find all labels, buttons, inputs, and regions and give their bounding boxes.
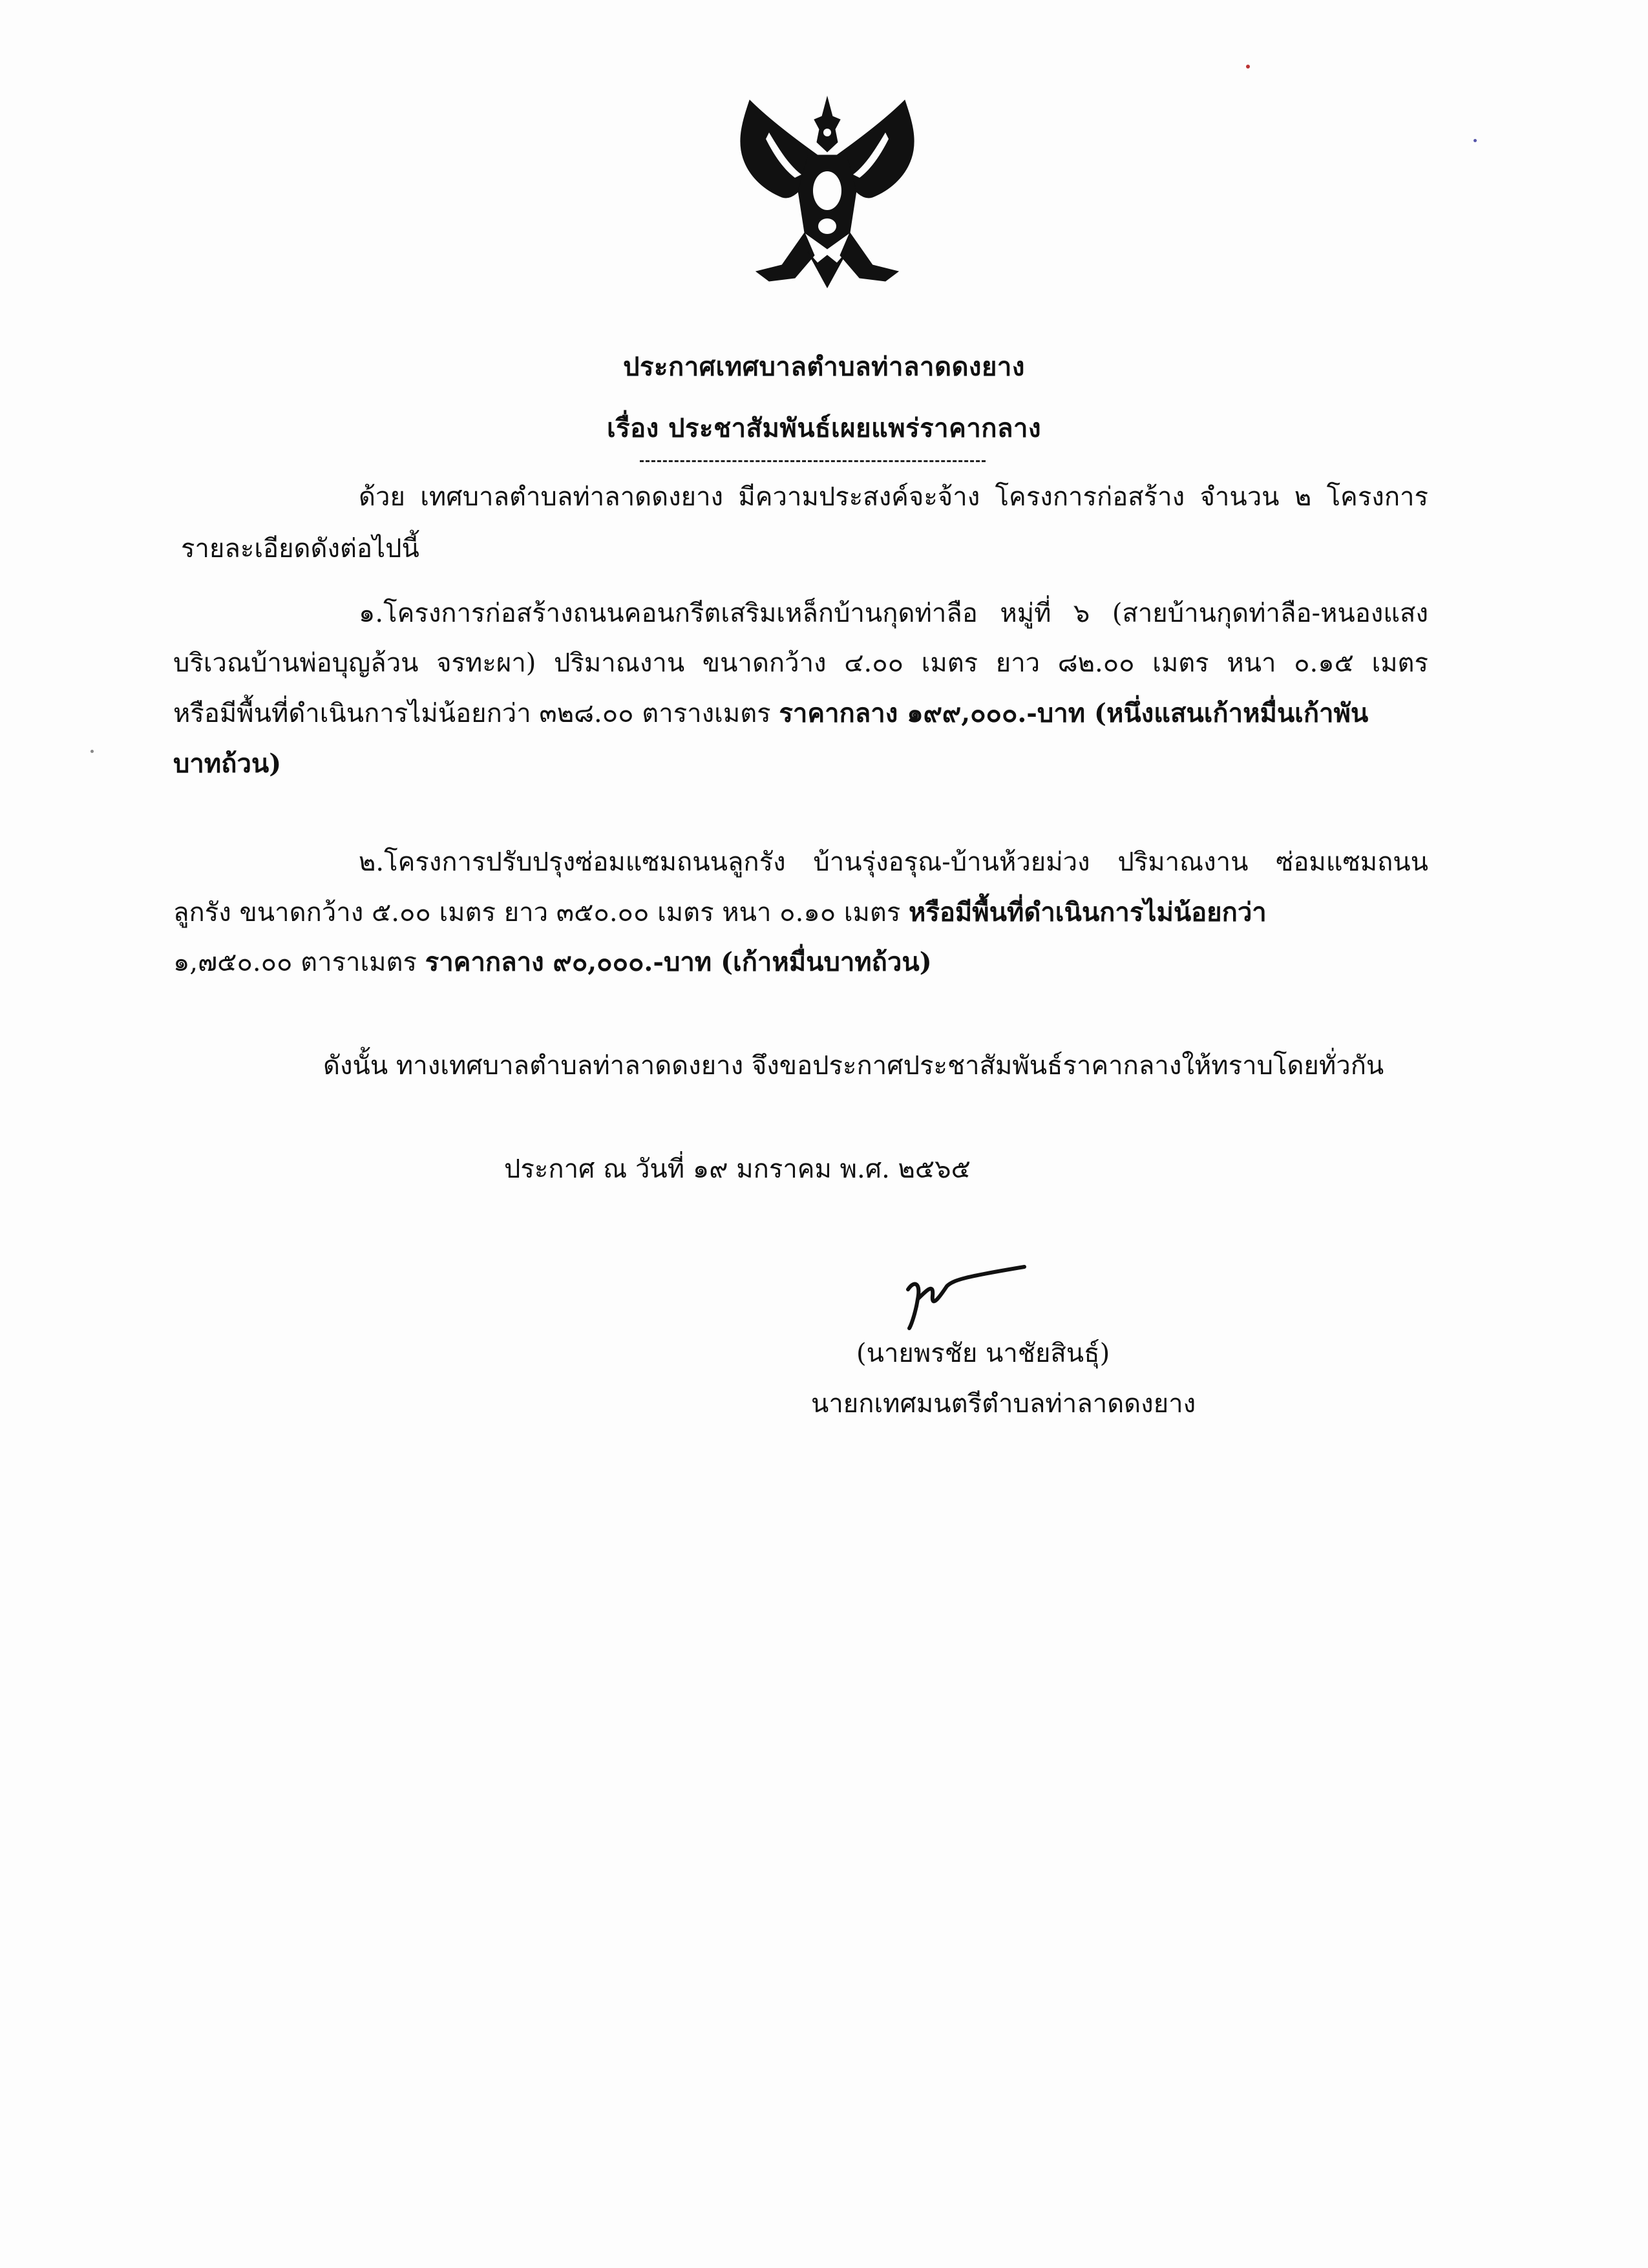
announcement-subject: เรื่อง ประชาสัมพันธ์เผยแพร่ราคากลาง: [606, 413, 1042, 443]
conclusion-line: ดังนั้น ทางเทศบาลตำบลท่าลาดดงยาง จึงขอประกาศประชาสัมพันธ์ราคากลางให้ทราบโดยทั่วกัน: [323, 1051, 1384, 1081]
item1-line-4: บาทถ้วน): [173, 748, 282, 779]
item1-median-price: ราคากลาง ๑๙๙,๐๐๐.-บาท (หนึ่งแสนเก้าหมื่นเก้าพัน: [779, 698, 1369, 728]
item2-line-3: [173, 947, 932, 978]
announcement-title: ประกาศเทศบาลตำบลท่าลาดดงยาง: [623, 352, 1025, 382]
handwritten-signature-icon: [902, 1264, 1031, 1331]
item2-size-text: ลูกรัง ขนาดกว้าง ๕.๐๐ เมตร ยาว ๓๕๐.๐๐ เมตร หนา ๐.๑๐ เมตร: [173, 898, 909, 927]
item2-line-1: ๒.โครงการปรับปรุงซ่อมแซมถนนลูกรัง บ้านรุ่งอรุณ-บ้านห้วยม่วง ปริมาณงาน ซ่อมแซมถนน: [359, 847, 1428, 877]
item2-line-2: [173, 897, 1267, 928]
scan-speck: [90, 750, 94, 753]
item2-area-label: หรือมีพื้นที่ดำเนินการไม่น้อยกว่า: [909, 897, 1267, 927]
item2-area-text: ๑,๗๕๐.๐๐ ตาราเมตร: [173, 948, 425, 977]
announcement-date: ประกาศ ณ วันที่ ๑๙ มกราคม พ.ศ. ๒๕๖๕: [504, 1154, 971, 1184]
item1-line-3: [173, 698, 1368, 729]
signer-name: (นายพรชัย นาชัยสินธุ์): [856, 1339, 1110, 1368]
scan-speck: [1474, 139, 1477, 142]
item2-median-price: ราคากลาง ๙๐,๐๐๐.-บาท (เก้าหมื่นบาทถ้วน): [425, 947, 932, 977]
intro-line-2: รายละเอียดดังต่อไปนี้: [181, 534, 419, 564]
scan-speck: [1246, 65, 1250, 69]
garuda-emblem-icon: [730, 94, 924, 301]
intro-line-1: ด้วย เทศบาลตำบลท่าลาดดงยาง มีความประสงค์จะจ้าง โครงการก่อสร้าง จำนวน ๒ โครงการ: [359, 482, 1428, 512]
item1-line-2: บริเวณบ้านพ่อบุญล้วน จรทะผา) ปริมาณงาน ขนาดกว้าง ๔.๐๐ เมตร ยาว ๘๒.๐๐ เมตร หนา ๐.๑๕ เมตร: [173, 648, 1428, 678]
title-divider: [640, 460, 986, 462]
signer-position: นายกเทศมนตรีตำบลท่าลาดดงยาง: [811, 1389, 1196, 1419]
item1-area-text: หรือมีพื้นที่ดำเนินการไม่น้อยกว่า ๓๒๘.๐๐ ตารางเมตร: [173, 699, 779, 728]
item1-line-1: ๑.โครงการก่อสร้างถนนคอนกรีตเสริมเหล็กบ้านกุดท่าลือ หมู่ที่ ๖ (สายบ้านกุดท่าลือ-หนองแสง: [359, 599, 1428, 628]
